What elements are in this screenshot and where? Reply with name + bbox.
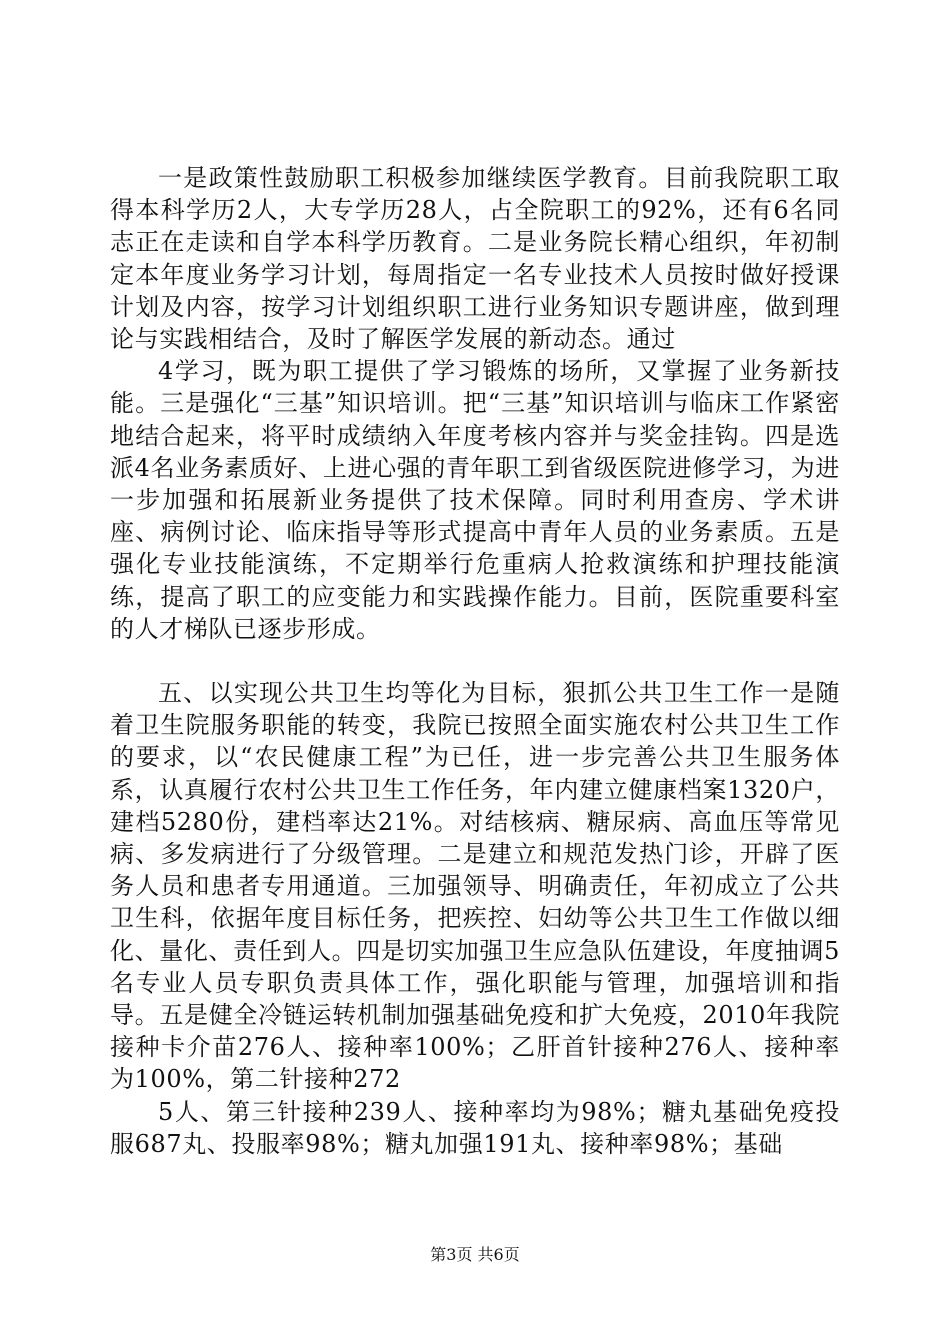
paragraph-gap <box>110 645 840 677</box>
paragraph-public-health: 五、以实现公共卫生均等化为目标，狠抓公共卫生工作一是随着卫生院服务职能的转变，我院已按照全面实施农村公共卫生工作的要求，以“农民健康工程”为已任，进一步完善公共卫生服务体系，认真履行农村公共卫生工作任务，年内建立健康档案1320户，建档5280份，建档率达21%。对结核病、糖尿病、高血压等常见病、多发病进行了分级管理。二是建立和规范发热门诊，开辟了医务人员和患者专用通道。三加强领导、明确责任，年初成立了公共卫生科，依据年度目标任务，把疾控、妇幼等公共卫生工作做以细化、量化、责任到人。四是切实加强卫生应急队伍建设，年度抽调5名专业人员专职负责具体工作，强化职能与管理，加强培训和指导。五是健全冷链运转机制加强基础免疫和扩大免疫，2010年我院接种卡介苗276人、接种率100%；乙肝首针接种276人、接种率为100%，第二针接种272 <box>110 679 840 1094</box>
paragraph-training-measures: 4学习，既为职工提供了学习锻炼的场所，又掌握了业务新技能。三是强化“三基”知识培训。把“三基”知识培训与临床工作紧密地结合起来，将平时成绩纳入年度考核内容并与奖金挂钩。四是选派4名业务素质好、上进心强的青年职工到省级医院进修学习，为进一步加强和拓展新业务提供了技术保障。同时利用查房、学术讲座、病例讨论、临床指导等形式提高中青年人员的业务素质。五是强化专业技能演练，不定期举行危重病人抢救演练和护理技能演练，提高了职工的应变能力和实践操作能力。目前，医院重要科室的人才梯队已逐步形成。 <box>110 357 840 643</box>
document-body <box>110 162 840 1160</box>
paragraph-continuing-education: 一是政策性鼓励职工积极参加继续医学教育。目前我院职工取得本科学历2人，大专学历28人，占全院职工的92%，还有6名同志正在走读和自学本科学历教育。二是业务院长精心组织，年初制定本年度业务学习计划，每周指定一名专业技术人员按时做好授课计划及内容，按学习计划组织职工进行业务知识专题讲座，做到理论与实践相结合，及时了解医学发展的新动态。通过 <box>110 164 840 354</box>
page-footer: 第3页 共6页 <box>430 1245 520 1264</box>
paragraph-immunization: 5人、第三针接种239人、接种率均为98%；糖丸基础免疫投服687丸、投服率98%；糖丸加强191丸、接种率98%；基础 <box>110 1097 840 1158</box>
